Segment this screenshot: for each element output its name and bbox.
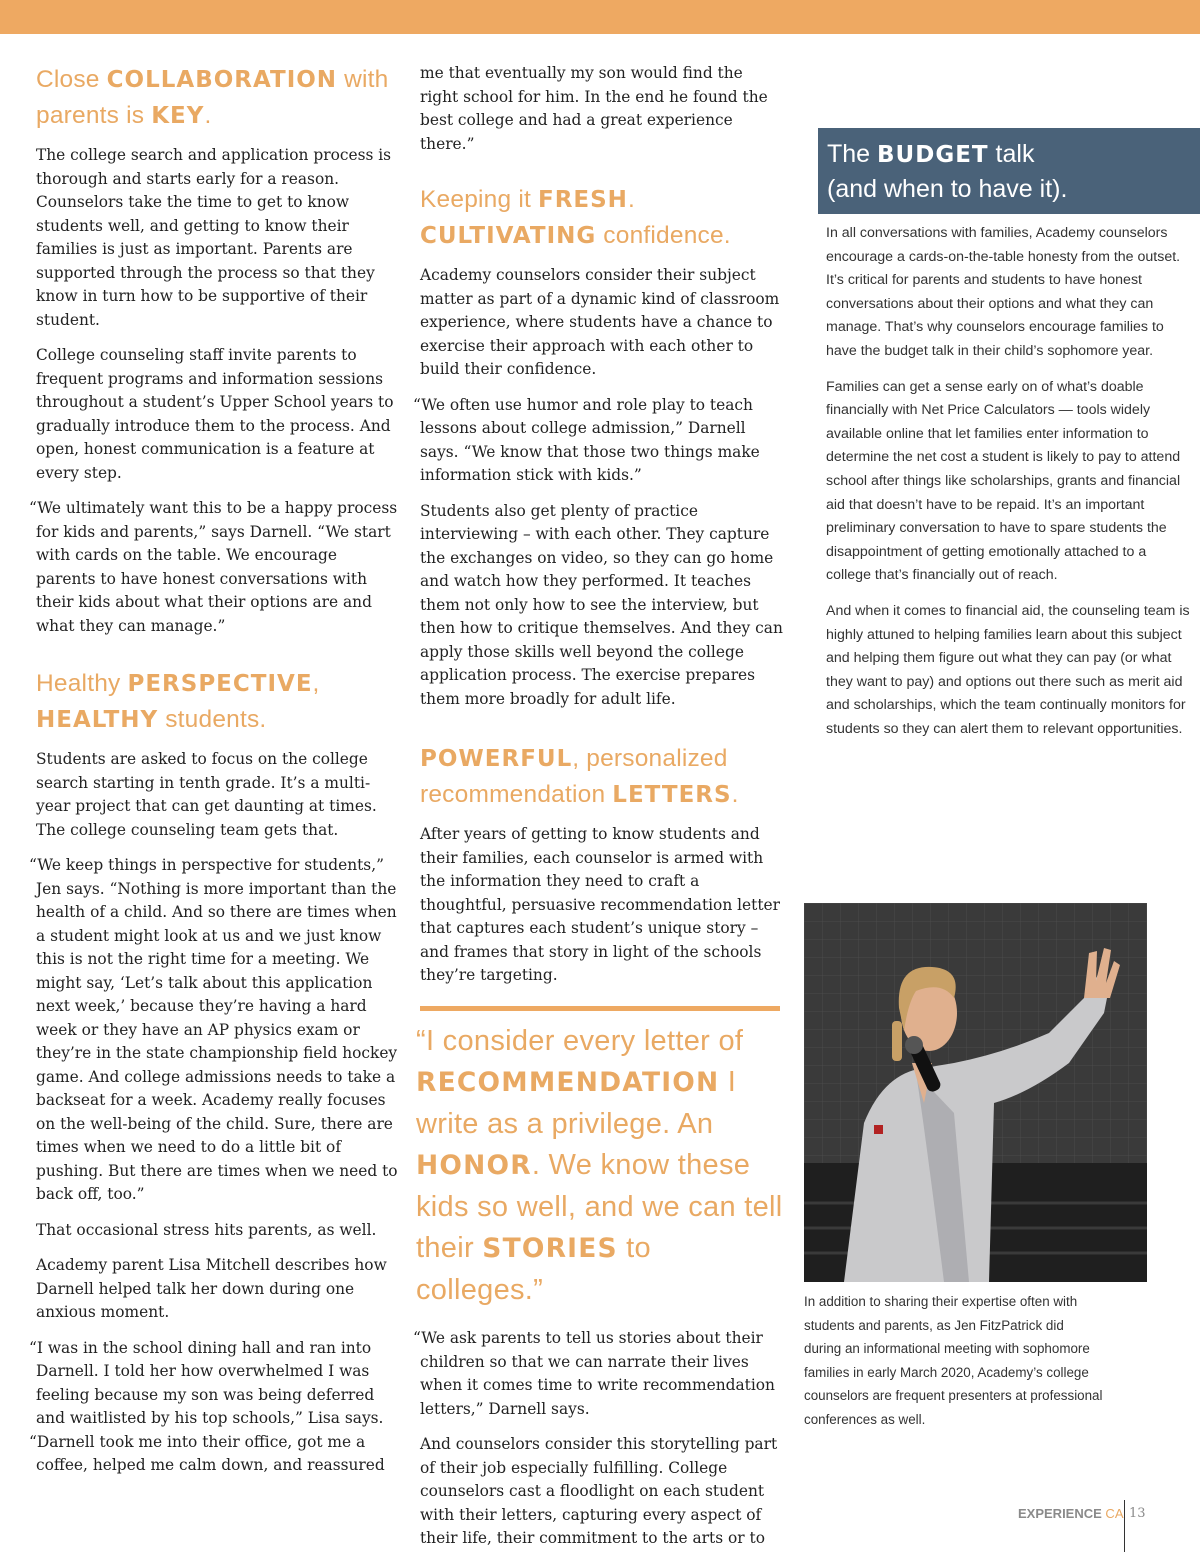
page-number: 13 <box>1129 1506 1146 1521</box>
magazine-name: EXPERIENCE CA <box>1018 1506 1124 1521</box>
photo-illustration <box>804 903 1147 1282</box>
paragraph: Students are asked to focus on the college search starting in tenth grade. It’s a multi-year project that can get daunting at times. The college counseling team gets that. <box>36 750 377 839</box>
quote-paragraph: “Darnell took me into their office, got me a coffee, helped me calm down, and reassured <box>29 1432 385 1474</box>
paragraph: Academy counselors consider their subject matter as part of a dynamic kind of classroom experience, where students have a chance to exercise their approach with each other to build their confidence. <box>420 266 780 378</box>
paragraph: The college search and application process is thorough and starts early for a reason. Counselors take the time to get to know students well, and getting to know their families is just as important. Parents are supported through the process so that they know in turn how to be supportive of their student. <box>36 146 392 329</box>
quote-paragraph: “We often use humor and role play to teach lessons about college admission,” Darnell says. “We know that those two things make information stick with kids.” <box>413 395 760 484</box>
sidebar-paragraph: Families can get a sense early on of what’s doable financially with Net Price Calculators — tools widely available online that let families enter information to determine the net cost a student is likely to pay to attend school after things like scholarships, grants and financial aid that doesn’t have to be repaid. It’s an important preliminary conversation to have to spare students the disappointment of getting emotionally attached to a college that’s financially out of reach. <box>826 378 1181 584</box>
paragraph: After years of getting to know students and their families, each counselor is armed with the information they need to craft a thoughtful, persuasive recommendation letter that captures each student’s unique story – and frames that story in light of the schools they’re targeting. <box>420 825 780 984</box>
paragraph: Students also get plenty of practice interviewing – with each other. They capture the exchanges on video, so they can go home and watch how they performed. It teaches them not only how to see the interview, but then how to critique themselves. And they can apply those skills well beyond the college application process. The exercise prepares them more broadly for adult life. <box>420 501 783 708</box>
paragraph: And counselors consider this storytelling part of their job especially fulfilling. College counselors cast a floodlight on each student with their letters, capturing every aspect of their life, their commitment to the arts or to <box>420 1435 778 1547</box>
footer-divider <box>1124 1500 1125 1552</box>
photo-caption: In addition to sharing their expertise often with students and parents, as Jen FitzPatrick did during an informational meeting with sophomore families in early March 2020, Academy’s college counselors are frequent presenters at professional conferences as well. <box>804 1294 1103 1427</box>
speaker-photo <box>804 903 1147 1282</box>
heading-letters: POWERFUL, personalized recommendation LETTERS. <box>420 745 739 808</box>
paragraph: That occasional stress hits parents, as well. <box>36 1220 377 1239</box>
sidebar-budget <box>818 128 1200 753</box>
top-accent-bar <box>0 0 1200 34</box>
sidebar-paragraph: And when it comes to financial aid, the counseling team is highly attuned to helping families learn about this subject and helping them figure out what they can pay (or what they want to pay) and options out there such as merit aid and scholarships, which the team continually monitors for students so they can alert them to relevant opportunities. <box>826 602 1190 737</box>
heading-fresh: Keeping it FRESH. CULTIVATING confidence. <box>420 186 731 249</box>
sidebar-title: The BUDGET talk (and when to have it). <box>818 128 1200 214</box>
heading-perspective: Healthy PERSPECTIVE, HEALTHY students. <box>36 670 320 733</box>
sidebar-paragraph: In all conversations with families, Academy counselors encourage a cards-on-the-table honesty from the outset. It’s critical for parents and students to have honest conversations about their options and what they can manage. That’s why counselors encourage families to have the budget talk in their child’s sophomore year. <box>826 225 1181 359</box>
heading-collaboration: Close COLLABORATION with parents is KEY. <box>36 66 389 129</box>
column-left <box>28 62 398 1490</box>
paragraph: College counseling staff invite parents to frequent programs and information sessions throughout a student’s Upper School years to gradually introduce them to the process. And open, honest communication is a feature at every step. <box>36 346 394 482</box>
paragraph: me that eventually my son would find the right school for him. In the end he found the best college and had a great experience there.” <box>420 64 768 153</box>
pullquote-rule <box>420 1006 780 1011</box>
quote-paragraph: “We ask parents to tell us stories about their children so that we can narrate their lives when it comes time to write recommendation letters,” Darnell says. <box>413 1329 775 1418</box>
quote-paragraph: “I was in the school dining hall and ran into Darnell. I told her how overwhelmed I was feeling because my son was being deferred and waitlisted by his top schools,” Lisa says. <box>29 1338 384 1427</box>
paragraph: Academy parent Lisa Mitchell describes how Darnell helped talk her down during one anxious moment. <box>36 1256 387 1321</box>
quote-paragraph: “We ultimately want this to be a happy process for kids and parents,” says Darnell. “We start with cards on the table. We encourage parents to have honest conversations with their kids about what their options are and what they can manage.” <box>29 499 398 635</box>
pull-quote: “I consider every letter of RECOMMENDATION I write as a privilege. An HONOR. We know these kids so well, and we can tell their STORIES to colleges.” <box>416 1024 783 1306</box>
quote-paragraph: “We keep things in perspective for students,” Jen says. “Nothing is more important than the health of a child. And so there are times when a student might look at us and we just know this is not the right time for a meeting. We might say, ‘Let’s talk about this application next week,’ because they’re having a hard week or they have an AP physics exam or they’re in the state championship field hockey game. And college admissions needs to take a backseat for a week. Academy really focuses on the well-being of the child. Sure, there are times when we need to do a little bit of pushing. But there are times when we need to back off, too.” <box>29 856 398 1203</box>
column-middle <box>412 62 784 1563</box>
